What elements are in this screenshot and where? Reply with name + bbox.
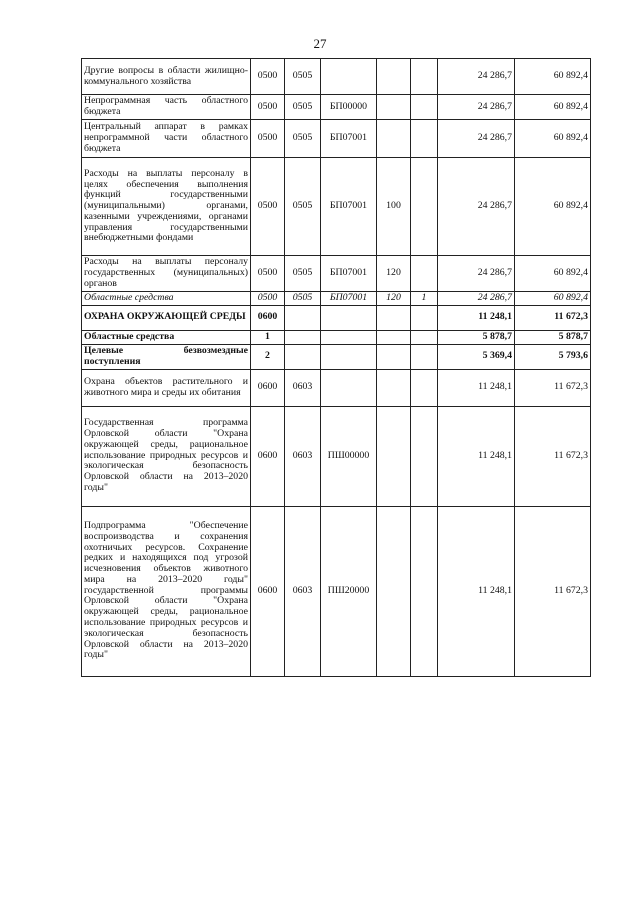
row-section-code: 0500 bbox=[251, 95, 285, 120]
row-expense-type bbox=[377, 344, 411, 369]
row-expense-type bbox=[377, 95, 411, 120]
row-subsection-code: 0505 bbox=[285, 95, 321, 120]
row-subsection-code bbox=[285, 330, 321, 344]
row-amount-2: 60 892,4 bbox=[515, 120, 591, 158]
row-target-article bbox=[321, 330, 377, 344]
row-subsection-code: 0603 bbox=[285, 406, 321, 506]
row-section-code: 0600 bbox=[251, 369, 285, 406]
row-amount-1: 24 286,7 bbox=[438, 120, 515, 158]
row-expense-type bbox=[377, 506, 411, 676]
row-amount-1: 11 248,1 bbox=[438, 506, 515, 676]
row-target-article: БП07001 bbox=[321, 120, 377, 158]
row-subsection-code bbox=[285, 305, 321, 330]
row-expense-type: 120 bbox=[377, 292, 411, 306]
row-target-article: БП07001 bbox=[321, 158, 377, 256]
row-amount-2: 11 672,3 bbox=[515, 305, 591, 330]
row-funding-source bbox=[411, 330, 438, 344]
row-name: Областные средства bbox=[82, 330, 251, 344]
row-funding-source bbox=[411, 369, 438, 406]
row-section-code: 1 bbox=[251, 330, 285, 344]
row-expense-type bbox=[377, 305, 411, 330]
row-amount-2: 11 672,3 bbox=[515, 506, 591, 676]
row-target-article bbox=[321, 59, 377, 95]
row-funding-source bbox=[411, 506, 438, 676]
row-expense-type bbox=[377, 369, 411, 406]
row-amount-1: 24 286,7 bbox=[438, 256, 515, 292]
table-row bbox=[82, 120, 591, 158]
row-funding-source bbox=[411, 59, 438, 95]
row-target-article: ПШ20000 bbox=[321, 506, 377, 676]
row-name: Другие вопросы в области жилищно-коммунального хозяйства bbox=[82, 59, 251, 95]
row-funding-source bbox=[411, 120, 438, 158]
row-amount-1: 11 248,1 bbox=[438, 305, 515, 330]
table-row bbox=[82, 59, 591, 95]
row-funding-source bbox=[411, 344, 438, 369]
row-amount-2: 11 672,3 bbox=[515, 406, 591, 506]
row-name: Расходы на выплаты персоналу государственных (муниципальных) органов bbox=[82, 256, 251, 292]
row-name: ОХРАНА ОКРУЖАЮЩЕЙ СРЕДЫ bbox=[82, 305, 251, 330]
row-subsection-code: 0505 bbox=[285, 120, 321, 158]
table-row bbox=[82, 406, 591, 506]
row-expense-type bbox=[377, 406, 411, 506]
row-amount-1: 5 878,7 bbox=[438, 330, 515, 344]
row-amount-1: 11 248,1 bbox=[438, 369, 515, 406]
row-target-article: БП07001 bbox=[321, 256, 377, 292]
row-section-code: 2 bbox=[251, 344, 285, 369]
table-row bbox=[82, 369, 591, 406]
row-funding-source bbox=[411, 256, 438, 292]
row-name: Областные средства bbox=[82, 292, 251, 306]
budget-table bbox=[81, 58, 591, 677]
row-name: Целевые безвозмездные поступления bbox=[82, 344, 251, 369]
row-expense-type bbox=[377, 59, 411, 95]
row-subsection-code: 0603 bbox=[285, 369, 321, 406]
row-funding-source bbox=[411, 158, 438, 256]
row-section-code: 0500 bbox=[251, 120, 285, 158]
row-section-code: 0600 bbox=[251, 506, 285, 676]
row-expense-type: 100 bbox=[377, 158, 411, 256]
row-amount-1: 24 286,7 bbox=[438, 95, 515, 120]
table-row bbox=[82, 158, 591, 256]
row-section-code: 0600 bbox=[251, 406, 285, 506]
row-name: Непрограммная часть областного бюджета bbox=[82, 95, 251, 120]
row-amount-2: 5 878,7 bbox=[515, 330, 591, 344]
row-amount-1: 24 286,7 bbox=[438, 158, 515, 256]
table-row bbox=[82, 292, 591, 306]
row-section-code: 0500 bbox=[251, 256, 285, 292]
row-amount-2: 60 892,4 bbox=[515, 292, 591, 306]
row-target-article bbox=[321, 344, 377, 369]
table-row bbox=[82, 506, 591, 676]
page-number: 27 bbox=[313, 36, 327, 51]
row-name: Охрана объектов растительного и животного мира и среды их обитания bbox=[82, 369, 251, 406]
row-funding-source bbox=[411, 305, 438, 330]
row-amount-2: 60 892,4 bbox=[515, 256, 591, 292]
row-expense-type bbox=[377, 330, 411, 344]
row-target-article: БП00000 bbox=[321, 95, 377, 120]
row-amount-1: 24 286,7 bbox=[438, 59, 515, 95]
row-section-code: 0500 bbox=[251, 158, 285, 256]
row-subsection-code: 0505 bbox=[285, 59, 321, 95]
row-amount-1: 5 369,4 bbox=[438, 344, 515, 369]
row-section-code: 0500 bbox=[251, 59, 285, 95]
row-target-article: ПШ00000 bbox=[321, 406, 377, 506]
row-target-article bbox=[321, 305, 377, 330]
row-funding-source: 1 bbox=[411, 292, 438, 306]
row-section-code: 0500 bbox=[251, 292, 285, 306]
row-name: Подпрограмма "Обеспечение воспроизводства и сохранения охотничьих ресурсов. Сохранение редких и находящихся под угрозой исчезновения объектов животного мира на 2013–2020 годы" государственной программы Орловской области "Охрана окружающей среды, рациональное использование природных ресурсов и экологическая безопасность Орловской области на 2013–2020 годы" bbox=[82, 506, 251, 676]
row-target-article: БП07001 bbox=[321, 292, 377, 306]
row-target-article bbox=[321, 369, 377, 406]
row-amount-1: 24 286,7 bbox=[438, 292, 515, 306]
row-amount-2: 60 892,4 bbox=[515, 59, 591, 95]
row-subsection-code: 0505 bbox=[285, 158, 321, 256]
row-name: Центральный аппарат в рамках непрограммной части областного бюджета bbox=[82, 120, 251, 158]
row-subsection-code bbox=[285, 344, 321, 369]
row-amount-1: 11 248,1 bbox=[438, 406, 515, 506]
row-amount-2: 5 793,6 bbox=[515, 344, 591, 369]
row-subsection-code: 0603 bbox=[285, 506, 321, 676]
table-row bbox=[82, 344, 591, 369]
row-expense-type bbox=[377, 120, 411, 158]
row-name: Расходы на выплаты персоналу в целях обеспечения выполнения функций государственными (муниципальными) органами, казенными учреждениями, органами управления государственными внебюджетными фондами bbox=[82, 158, 251, 256]
row-amount-2: 60 892,4 bbox=[515, 158, 591, 256]
table-row bbox=[82, 330, 591, 344]
table-row bbox=[82, 95, 591, 120]
row-section-code: 0600 bbox=[251, 305, 285, 330]
row-subsection-code: 0505 bbox=[285, 256, 321, 292]
row-amount-2: 60 892,4 bbox=[515, 95, 591, 120]
row-amount-2: 11 672,3 bbox=[515, 369, 591, 406]
row-name: Государственная программа Орловской области "Охрана окружающей среды, рациональное использование природных ресурсов и экологическая безопасность Орловской области на 2013–2020 годы" bbox=[82, 406, 251, 506]
row-subsection-code: 0505 bbox=[285, 292, 321, 306]
row-funding-source bbox=[411, 95, 438, 120]
table-row bbox=[82, 305, 591, 330]
row-funding-source bbox=[411, 406, 438, 506]
row-expense-type: 120 bbox=[377, 256, 411, 292]
table-row bbox=[82, 256, 591, 292]
